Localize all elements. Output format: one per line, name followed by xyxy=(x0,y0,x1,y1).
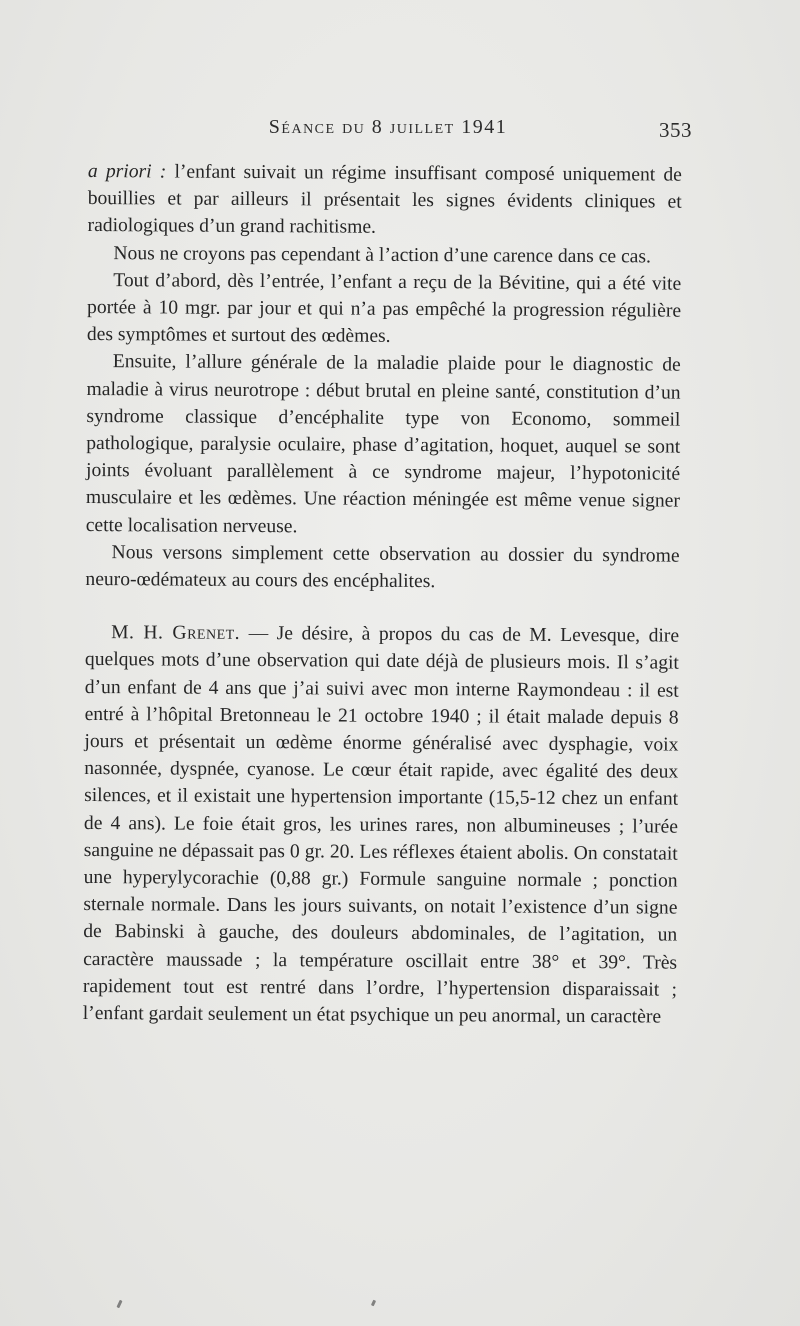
paragraph: Nous versons simplement cette observation au dossier du syndrome neuro-œdémateux au cours des encéphalites. xyxy=(85,541,680,593)
paragraph-lead: a priori : xyxy=(87,160,167,183)
page-number: 353 xyxy=(659,118,692,142)
body-text xyxy=(83,158,682,1031)
header-title: Séance du 8 juillet 1941 xyxy=(268,116,508,138)
paragraph: Ensuite, l’allure générale de la maladie plaide pour le diagnostic de maladie à virus neurotrope : début brutal en pleine santé, constitution d’un syndrome classique d’encéphalite type von Economo, sommeil pathologique, paralysie oculaire, phase d’agitation, hoquet, auquel se sont joints évoluant parallèlement à ce syndrome majeur, l’hypotonicité musculaire et les œdèmes. Une réaction méningée est même venue signer cette localisation nerveuse. xyxy=(85,351,681,537)
speaker-name: M. H. Grenet. xyxy=(111,622,241,645)
paragraph: Tout d’abord, dès l’entrée, l’enfant a reçu de la Bévitine, qui a été vite portée à 10 mgr. par jour et qui n’a pas empêché la progression régulière des symptômes et surtout des œdèmes. xyxy=(86,269,682,348)
paragraph xyxy=(88,158,682,243)
paragraph-text: l’enfant suivait un régime insuffisant composé uniquement de bouillies et par ailleurs il présentait les signes évidents cliniques et radiologiques d’un grand rachitisme. xyxy=(87,161,682,239)
paper-speck xyxy=(116,1300,122,1309)
paragraph xyxy=(83,619,679,1031)
paragraph: Nous ne croyons pas cependant à l’action d’une carence dans ce cas. xyxy=(113,242,651,268)
paragraph-text: — Je désire, à propos du cas de M. Levesque, dire quelques mots d’une observation qui date déjà de plusieurs mois. Il s’agit d’un enfant de 4 ans que j’ai suivi avec mon interne Raymondeau : il est entré à l’hôpital Bretonneau le 21 octobre 1940 ; il était malade depuis 8 jours et présentait un œdème énorme généralisé avec dysphagie, voix nasonnée, dyspnée, cyanose. Le cœur était rapide, avec égalité des deux silences, et il existait une hypertension importante (15,5-12 chez un enfant de 4 ans). Le foie était gros, les urines rares, non albumineuses ; l’urée sanguine ne dépassait pas 0 gr. 20. Les réflexes étaient abolis. On constatait une hyperylycorachie (0,88 gr.) Formule sanguine normale ; ponction sternale normale. Dans les jours suivants, on notait l’existence d’un signe de Babinski à gauche, des douleurs abdominales, de l’agitation, un caractère maussade ; la température oscillait entre 38° et 39°. Très rapidement tout est rentré dans l’ordre, l’hypertension disparaissait ; l’enfant gardait seulement un état psychique un peu anormal, un caractère xyxy=(82,623,680,1028)
paper-speck xyxy=(371,1300,376,1307)
running-header xyxy=(88,116,692,148)
